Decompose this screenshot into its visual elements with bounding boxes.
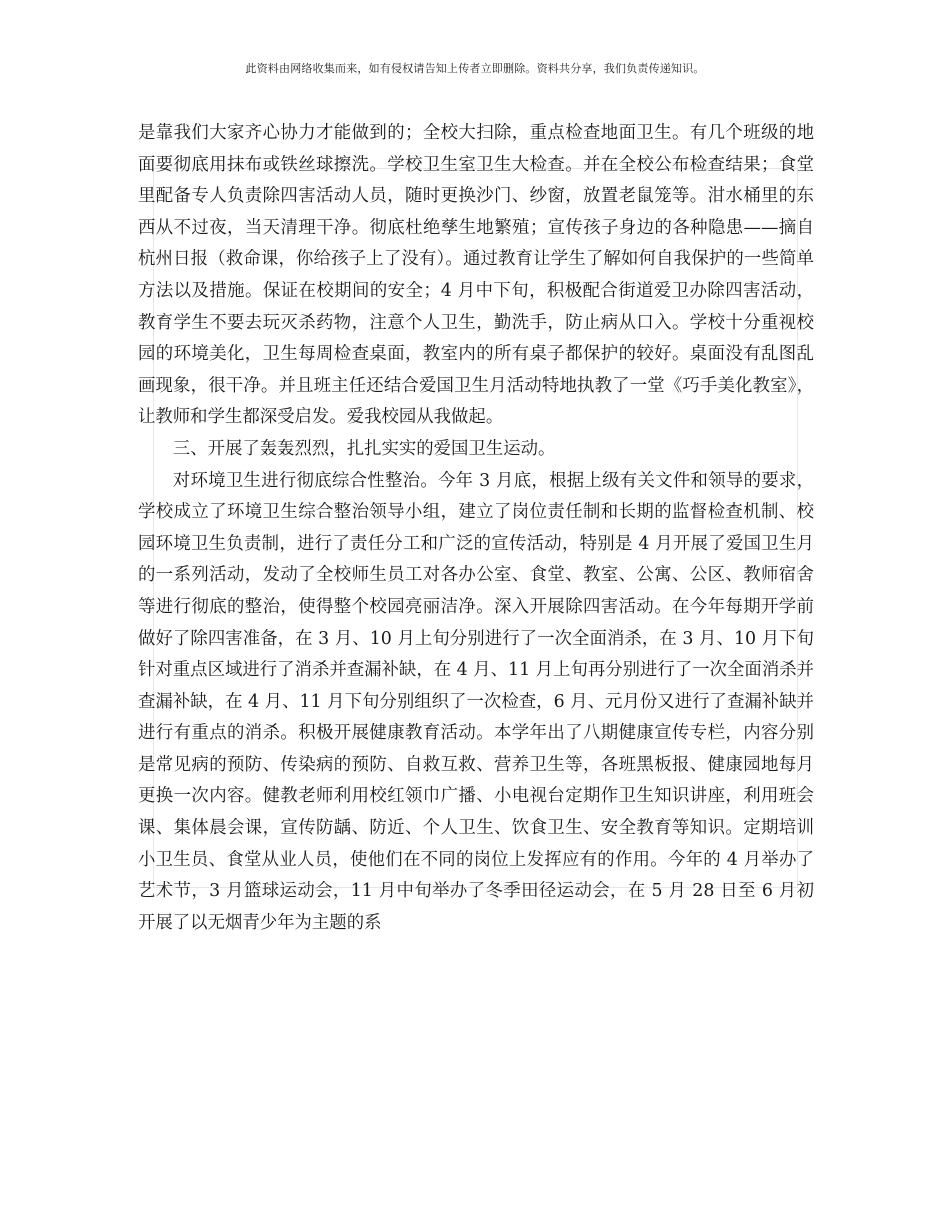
section-heading-3: 三、开展了轰轰烈烈，扎扎实实的爱国卫生运动。 xyxy=(172,438,556,459)
page-header-notice: 此资料由网络收集而来，如有侵权请告知上传者立即删除。资料共分享，我们负责传递知识。 xyxy=(245,62,705,75)
paragraph-2: 对环境卫生进行彻底综合性整治。今年 3 月底，根据上级有关文件和领导的要求，学校成立了环境卫生综合整治领导小组，建立了岗位责任制和长期的监督检查机制、校园环境卫生负责制，进行了责任分工和广泛的宣传活动，特别是 4 月开展了爱国卫生月的一系列活动，发动了全校师生员工对各办公室、食堂、教室、公寓、公区、教师宿舍等进行彻底的整治，使得整个校园亮丽洁净。深入开展除四害活动。在今年每期开学前做好了除四害准备，在 3 月、10 月上旬分别进行了一次全面消杀，在 3 月、10 月下旬针对重点区域进行了消杀并查漏补缺，在 4 月、11 月上旬再分别进行了一次全面消杀并查漏补缺，在 4 月、11 月下旬分别组织了一次检查，6 月、元月份又进行了查漏补缺并进行有重点的消杀。积极开展健康教育活动。本学年出了八期健康宣传专栏，内容分别是常见病的预防、传染病的预防、自救互救、营养卫生等，各班黑板报、健康园地每月更换一次内容。健教老师利用校红领巾广播、小电视台定期作卫生知识讲座，利用班会课、集体晨会课，宣传防龋、防近、个人卫生、饮食卫生、安全教育等知识。定期培训小卫生员、食堂从业人员，使他们在不同的岗位上发挥应有的作用。今年的 4 月举办了艺术节，3 月篮球运动会，11 月中旬举办了冬季田径运动会，在 5 月 28 日至 6 月初开展了以无烟青少年为主题的系 xyxy=(138,470,814,933)
document-body xyxy=(138,118,814,939)
paragraph-1: 是靠我们大家齐心协力才能做到的；全校大扫除，重点检查地面卫生。有几个班级的地面要彻底用抹布或铁丝球擦洗。学校卫生室卫生大检查。并在全校公布检查结果；食堂里配备专人负责除四害活动人员，随时更换沙门、纱窗，放置老鼠笼等。泔水桶里的东西从不过夜，当天清理干净。彻底杜绝孳生地繁殖；宣传孩子身边的各种隐患——摘自杭州日报（救命课，你给孩子上了没有）。通过教育让学生了解如何自我保护的一些简单方法以及措施。保证在校期间的安全；4 月中下旬，积极配合街道爱卫办除四害活动，教育学生不要去玩灭杀药物，注意个人卫生，勤洗手，防止病从口入。学校十分重视校园的环境美化，卫生每周检查桌面，教室内的所有桌子都保护的较好。桌面没有乱图乱画现象，很干净。并且班主任还结合爱国卫生月活动特地执教了一堂《巧手美化教室》，让教师和学生都深受启发。爱我校园从我做起。 xyxy=(138,123,814,428)
